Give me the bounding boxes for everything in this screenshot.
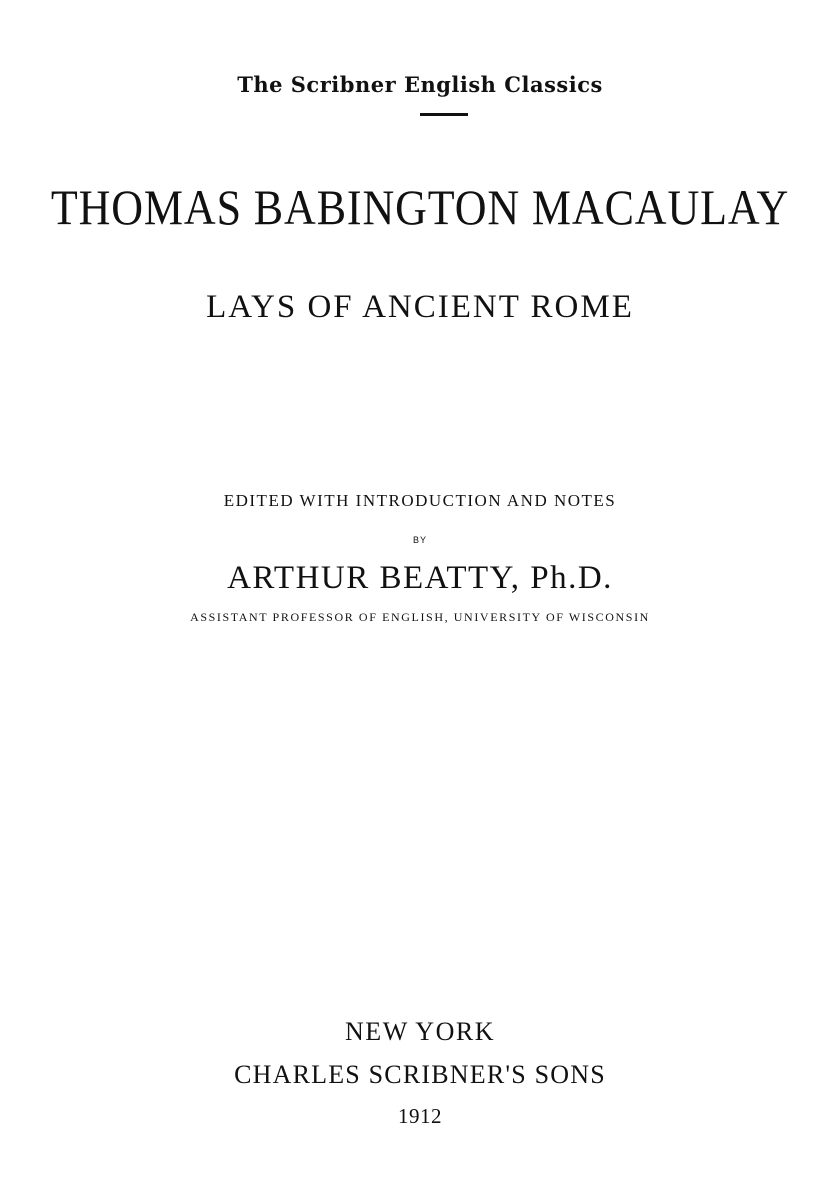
author-name: THOMAS BABINGTON MACAULAY <box>50 179 790 235</box>
imprint-year: 1912 <box>398 1104 442 1128</box>
imprint-publisher: CHARLES SCRIBNER'S SONS <box>234 1060 606 1089</box>
series-divider <box>420 113 468 116</box>
by-line: BY <box>412 535 427 545</box>
imprint-city: NEW YORK <box>345 1017 495 1046</box>
editor-name: ARTHUR BEATTY, Ph.D. <box>227 560 613 596</box>
series-name: The Scribner English Classics <box>237 72 603 97</box>
editor-affiliation: ASSISTANT PROFESSOR OF ENGLISH, UNIVERSITY OF WISCONSIN <box>190 610 650 624</box>
edited-line: EDITED WITH INTRODUCTION AND NOTES <box>223 491 617 510</box>
book-title: LAYS OF ANCIENT ROME <box>206 289 634 325</box>
